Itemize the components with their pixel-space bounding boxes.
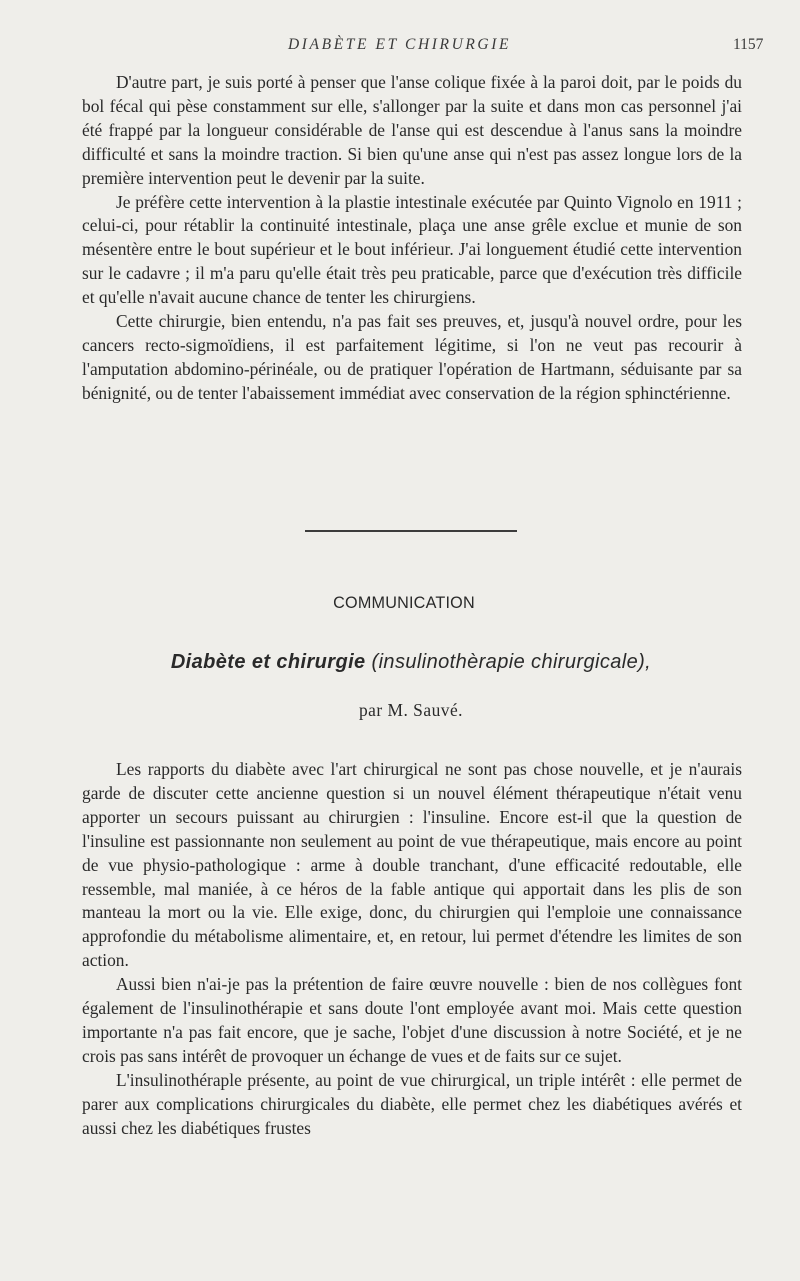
- article-title-main: Diabète et chirurgie: [170, 651, 366, 673]
- paragraph: L'insulinothéraple présente, au point de vue chirurgical, un triple intérêt : elle permet de parer aux complications chirurgicales du diabète, elle permet chez les diabétiques avérés et aussi chez les diabétiques frustes: [82, 1069, 742, 1138]
- paragraph: Aussi bien n'ai-je pas la prétention de faire œuvre nouvelle : bien de nos collègues font également de l'insulinothérapie et sans doute l'ont employée avant moi. Mais cette question importante n'a pas fait encore, que je sache, l'objet d'une discussion à notre Société, et je ne crois pas sans intérêt de provoquer un échange de vues et de faits sur ce sujet.: [82, 974, 742, 1066]
- page-number: 1157: [733, 36, 764, 53]
- running-header: [0, 36, 800, 56]
- paragraph: Les rapports du diabète avec l'art chirurgical ne sont pas chose nouvelle, et je n'aurais garde de discuter cette ancienne question si un nouvel élément thérapeutique n'était venu apporter un secours puissant au chirurgien : l'insuline. Encore est-il que la question de l'insuline est passionnante non seulement au point de vue thérapeutique, mais encore au point de vue physio-pathologique : arme à double tranchant, d'une efficacité redoutable, elle ressemble, mal maniée, à ce héros de la fable antique qui apportait dans les plis de son manteau la mort ou la vie. Elle exige, donc, du chirurgien qui l'emploie une connaissance approfondie du métabolisme alimentaire, et, en retour, lui permet d'étendre les limites de son action.: [82, 759, 742, 971]
- paragraph: Je préfère cette intervention à la plastie intestinale exécutée par Quinto Vignolo en 1911 ; celui-ci, pour rétablir la continuité intestinale, plaça une anse grêle exclue et munie de son mésentère entre le bout supérieur et le bout inférieur. J'ai longuement étudié cette intervention sur le cadavre ; il m'a paru qu'elle était très peu praticable, parce que d'exécution très difficile et qu'elle n'avait aucune chance de tenter les chirurgiens.: [82, 191, 742, 308]
- article-body: [82, 758, 742, 1141]
- article-title: [0, 651, 800, 674]
- paragraph: D'autre part, je suis porté à penser que l'anse colique fixée à la paroi doit, par le poids du bol fécal qui pèse constamment sur elle, s'allonger par la suite et dans mon cas personnel j'ai été frappé par la longueur considérable de l'anse qui est descendue à l'anus sans la moindre difficulté et sans la moindre traction. Si bien qu'une anse qui n'est pas assez longue lors de la première intervention peut le devenir par la suite.: [82, 72, 742, 188]
- author-byline: par M. Sauvé.: [358, 700, 464, 720]
- previous-article-text: [82, 71, 742, 406]
- paragraph: Cette chirurgie, bien entendu, n'a pas fait ses preuves, et, jusqu'à nouvel ordre, pour les cancers recto-sigmoïdiens, il est parfaitement légitime, si l'on ne veut pas recourir à l'amputation abdomino-périnéale, ou de pratiquer l'opération de Hartmann, séduisante par sa bénignité, ou de tenter l'abaissement immédiat avec conservation de la région sphinctérienne.: [82, 311, 742, 403]
- section-heading: COMMUNICATION: [333, 594, 475, 612]
- running-title: DIABÈTE ET CHIRURGIE: [288, 36, 512, 53]
- section-divider: [305, 530, 517, 532]
- article-title-sub: (insulinothèrapie chirurgicale),: [371, 651, 652, 673]
